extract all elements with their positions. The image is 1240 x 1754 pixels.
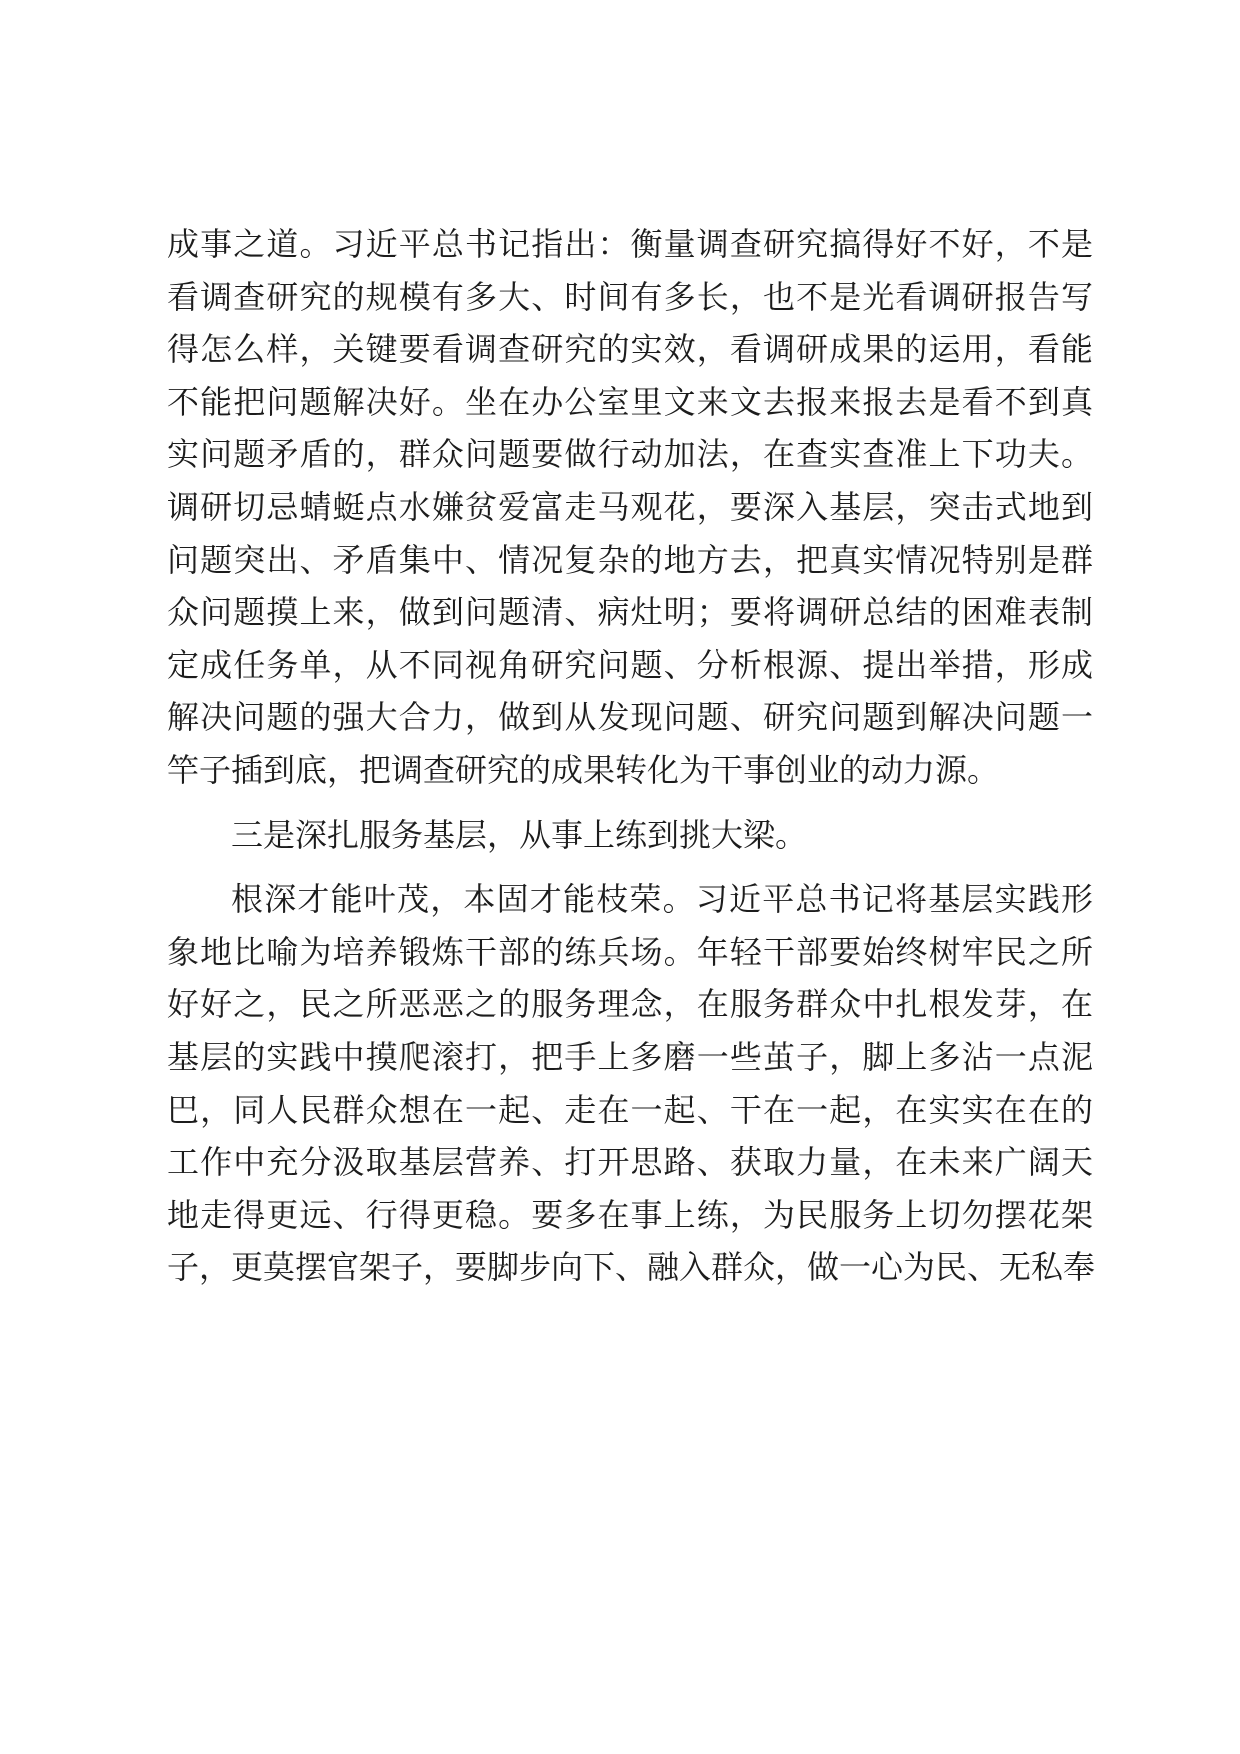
paragraph-continuation: [167, 218, 1093, 797]
section-heading: [167, 809, 1093, 862]
text-line: 竿子插到底，把调查研究的成果转化为干事创业的动力源。: [167, 750, 1000, 789]
text-line: 众问题摸上来，做到问题清、病灶明；要将调研总结的困难表制: [167, 593, 1093, 632]
text-line: 实问题矛盾的，群众问题要做行动加法，在查实查准上下功夫。: [167, 435, 1093, 474]
text-line: 定成任务单，从不同视角研究问题、分析根源、提出举措，形成: [167, 645, 1093, 684]
text-line: 看调查研究的规模有多大、时间有多长，也不是光看调研报告写: [167, 277, 1093, 316]
text-line: 得怎么样，关键要看调查研究的实效，看调研成果的运用，看能: [167, 330, 1093, 369]
text-line: 工作中充分汲取基层营养、打开思路、获取力量，在未来广阔天: [167, 1143, 1093, 1182]
section-heading-text: 三是深扎服务基层，从事上练到挑大梁。: [231, 815, 808, 854]
text-line: 巴，同人民群众想在一起、走在一起、干在一起，在实实在在的: [167, 1090, 1093, 1129]
text-line: 地走得更远、行得更稳。要多在事上练，为民服务上切勿摆花架: [167, 1195, 1093, 1234]
text-line: 解决问题的强大合力，做到从发现问题、研究问题到解决问题一: [167, 698, 1093, 737]
text-line: 调研切忌蜻蜓点水嫌贫爱富走马观花，要深入基层，突击式地到: [167, 487, 1093, 526]
text-line: 不能把问题解决好。坐在办公室里文来文去报来报去是看不到真: [167, 382, 1093, 421]
text-line: 象地比喻为培养锻炼干部的练兵场。年轻干部要始终树牢民之所: [167, 932, 1093, 971]
text-line: 子，更莫摆官架子，要脚步向下、融入群众，做一心为民、无私奉: [167, 1248, 1096, 1287]
text-line: 成事之道。习近平总书记指出：衡量调查研究搞得好不好，不是: [167, 225, 1093, 263]
text-line: 根深才能叶茂，本固才能枝荣。习近平总书记将基层实践形: [231, 880, 1093, 919]
text-line: 好好之，民之所恶恶之的服务理念，在服务群众中扎根发芽，在: [167, 985, 1093, 1024]
document-page: [167, 218, 1096, 1294]
text-line: 基层的实践中摸爬滚打，把手上多磨一些茧子，脚上多沾一点泥: [167, 1037, 1093, 1076]
paragraph: [167, 873, 1096, 1294]
text-line: 问题突出、矛盾集中、情况复杂的地方去，把真实情况特别是群: [167, 540, 1093, 579]
